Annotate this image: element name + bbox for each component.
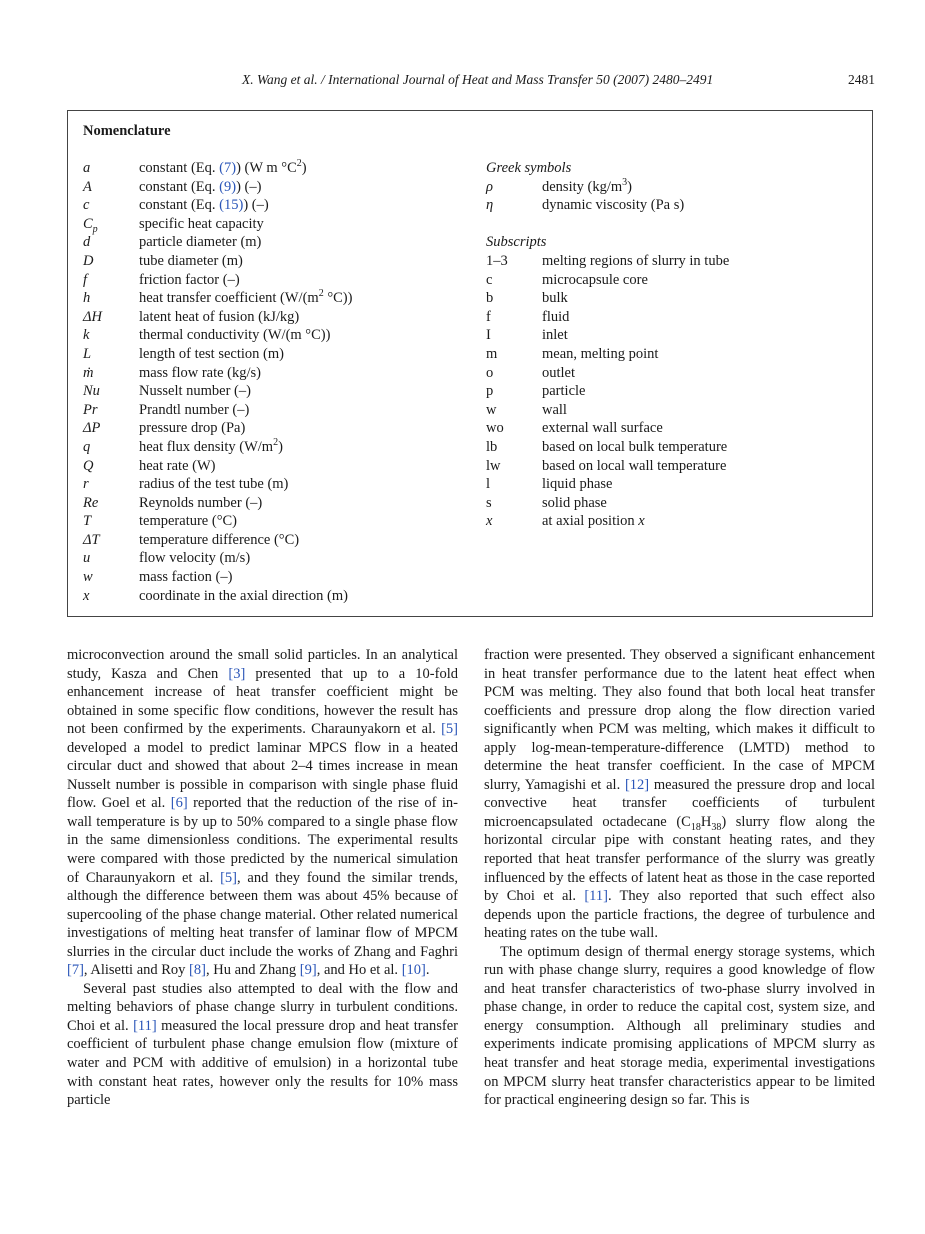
description-text: fluid — [542, 308, 570, 325]
nomenclature-row — [83, 233, 463, 252]
symbol-description — [542, 457, 726, 476]
symbol: f — [83, 271, 88, 288]
citation-link[interactable]: [5] — [220, 869, 237, 886]
description-text: specific heat capacity — [139, 215, 264, 232]
nomenclature-row — [83, 382, 463, 401]
symbol: wo — [486, 420, 504, 437]
description-text: ) (–) — [243, 197, 269, 214]
symbol: D — [83, 252, 94, 269]
nomenclature-row — [486, 289, 866, 308]
unit-superscript: 2 — [296, 158, 302, 170]
description-text: dynamic viscosity (Pa s) — [542, 197, 685, 214]
symbol: I — [486, 327, 491, 344]
description-text: solid phase — [542, 494, 607, 511]
nomenclature-row — [83, 457, 463, 476]
symbol: 1–3 — [486, 252, 508, 269]
symbol-description — [542, 196, 684, 215]
description-text: particle diameter (m) — [139, 234, 262, 251]
nomenclature-row — [83, 475, 463, 494]
citation-link[interactable]: [11] — [133, 1017, 157, 1034]
nomenclature-row — [486, 401, 866, 420]
symbol-description — [139, 419, 245, 438]
nomenclature-row — [83, 271, 463, 290]
symbol: Nu — [83, 383, 100, 400]
symbol: c — [486, 271, 493, 288]
description-text: constant (Eq. — [139, 178, 220, 195]
citation-link[interactable]: [12] — [624, 776, 650, 793]
description-text: °C)) — [323, 290, 353, 307]
description-text: length of test section (m) — [139, 345, 284, 362]
symbol: r — [83, 476, 89, 493]
symbol-description — [542, 289, 568, 308]
body-paragraph — [67, 980, 458, 1110]
symbol-description — [542, 364, 575, 383]
symbol-description — [542, 475, 612, 494]
equation-link[interactable]: (7) — [219, 160, 237, 176]
body-column-right — [484, 646, 875, 1110]
description-text: external wall surface — [542, 420, 663, 437]
symbol-description — [542, 382, 585, 401]
nomenclature-right-column — [486, 159, 866, 531]
description-text: ) (W m °C — [236, 160, 297, 176]
symbol-description — [542, 271, 648, 290]
nomenclature-row — [83, 438, 463, 457]
body-column-left — [67, 646, 458, 1110]
body-text: ) slurry flow along the horizontal circular pipe with constant heating rates, and they reported that heat transfer performance of the slurry was greatly influenced by the effects of latent heat as those in the case reported by Choi et al. — [484, 813, 875, 905]
symbol-description — [542, 512, 645, 531]
symbol: l — [486, 476, 491, 493]
nomenclature-box — [67, 110, 873, 617]
symbol: d — [83, 234, 91, 251]
description-text: ) — [627, 178, 632, 195]
description-text: radius of the test tube (m) — [139, 476, 289, 493]
symbol: m — [486, 345, 498, 362]
symbol-description — [542, 308, 569, 327]
description-text: coordinate in the axial direction (m) — [139, 587, 348, 604]
nomenclature-row — [486, 178, 866, 197]
citation-link[interactable]: [7] — [67, 962, 84, 979]
description-text: x — [638, 513, 645, 530]
description-text: outlet — [542, 364, 576, 381]
symbol: k — [83, 327, 90, 344]
description-text: mass flow rate (kg/s) — [139, 364, 262, 381]
nomenclature-row — [83, 587, 463, 606]
citation-link[interactable]: [11] — [584, 888, 608, 905]
symbol-description — [542, 401, 567, 420]
symbol: Q — [83, 457, 94, 474]
nomenclature-row — [83, 364, 463, 383]
body-text: measured the pressure drop and local convective heat transfer coefficients of turbulent microencapsulated octadecane (C — [484, 776, 876, 830]
symbol: T — [83, 513, 92, 530]
nomenclature-title: Nomenclature — [83, 123, 171, 139]
nomenclature-row — [486, 512, 866, 531]
body-text: Several past studies also attempted to deal with the flow and melting behaviors of phase change slurry in turbulent conditions. Choi et al. — [67, 980, 458, 1034]
symbol: A — [83, 178, 92, 195]
description-text: Nusselt number (–) — [139, 383, 251, 400]
body-text: , and Ho et al. — [316, 962, 402, 979]
description-text: inlet — [542, 327, 568, 344]
description-text: mean, melting point — [542, 345, 659, 362]
symbol-description — [139, 215, 264, 234]
nomenclature-row — [486, 252, 866, 271]
nomenclature-row — [83, 512, 463, 531]
nomenclature-row — [83, 289, 463, 308]
description-text: temperature difference (°C) — [139, 531, 300, 548]
symbol-description — [139, 512, 237, 531]
symbol-description — [139, 549, 250, 568]
citation-link[interactable]: [10] — [401, 962, 426, 979]
body-text: H — [700, 813, 712, 830]
symbol: x — [83, 587, 90, 604]
nomenclature-row — [486, 364, 866, 383]
symbol: w — [486, 401, 497, 418]
nomenclature-row — [486, 345, 866, 364]
description-text: melting regions of slurry in tube — [542, 252, 730, 269]
symbol-description — [139, 326, 330, 345]
symbol: w — [83, 569, 93, 586]
description-text: flow velocity (m/s) — [139, 550, 251, 567]
nomenclature-row — [83, 159, 463, 178]
description-text: at axial position — [542, 513, 639, 530]
description-text: density (kg/m — [542, 178, 623, 195]
symbol: p — [486, 383, 494, 400]
symbol: ṁ — [83, 364, 94, 381]
symbol: u — [83, 550, 91, 567]
symbol-description — [139, 457, 215, 476]
citation-link[interactable]: [9] — [299, 962, 317, 979]
journal-citation: X. Wang et al. / International Journal of Heat and Mass Transfer 50 (2007) 2480–2491 — [242, 72, 714, 87]
symbol-description — [139, 531, 299, 550]
greek-symbols-heading: Greek symbols — [486, 160, 572, 176]
symbol: c — [83, 197, 90, 214]
nomenclature-row — [486, 494, 866, 513]
subscripts-list — [486, 252, 866, 531]
citation-link[interactable]: [8] — [189, 962, 206, 979]
symbol-description — [139, 308, 299, 327]
nomenclature-row — [83, 196, 463, 215]
body-text: fraction were presented. They observed a significant enhancement in heat transfer performance due to the latent heat effect when PCM was melting. They also found that both local heat transfer coefficients and pressure drop along the flow direction varied significantly when PCM was melting, which makes it difficult to apply log-mean-temperature-difference (LMTD) method to determine the heat transfer coefficient. In the case of MPCM slurry, Yamagishi et al. — [484, 647, 875, 793]
description-text: thermal conductivity (W/(m °C)) — [139, 327, 331, 344]
description-text: friction factor (–) — [139, 271, 240, 288]
description-text: wall — [542, 401, 567, 418]
symbol: s — [486, 494, 492, 511]
body-text: , Alisetti and Roy — [83, 962, 190, 979]
running-header — [67, 72, 875, 92]
body-text: presented that up to a 10-fold enhancement increase of heat transfer coefficient might be obtained in some specific flow conditions, however the result has not been confirmed by the experiments. Charaunyakorn et al. — [67, 665, 458, 738]
symbol-description — [542, 345, 658, 364]
symbol: ρ — [486, 178, 493, 195]
description-text: ) — [301, 160, 307, 176]
chemical-subscript: 18 — [690, 821, 701, 833]
description-text: temperature (°C) — [139, 513, 237, 530]
body-text: microconvection around the small solid particles. In an analytical study, Kasza and Chen — [67, 647, 458, 682]
nomenclature-row — [83, 549, 463, 568]
symbol-description — [139, 568, 232, 587]
body-paragraph — [484, 943, 875, 1110]
unit-superscript: 2 — [318, 288, 324, 300]
symbol: η — [486, 197, 494, 214]
description-text: mass faction (–) — [139, 569, 233, 586]
symbol-description — [139, 252, 243, 271]
description-text: bulk — [542, 290, 568, 307]
symbol: f — [486, 308, 491, 325]
description-text: pressure drop (Pa) — [139, 420, 246, 437]
nomenclature-left-column — [83, 159, 463, 605]
body-text: reported that the reduction of the rise of in-wall temperature is by up to 50% compared to a single phase flow in the same dimensionless conditions. The experimental results were compared with those predicted by the numerical simulation of Charaunyakorn et al. — [67, 795, 458, 886]
symbol-description — [139, 494, 262, 513]
description-text: liquid phase — [542, 476, 613, 493]
symbol-description — [139, 178, 261, 197]
unit-superscript: 2 — [273, 437, 279, 449]
symbol: a — [83, 160, 91, 176]
symbol: ΔP — [83, 420, 101, 437]
symbol-description — [542, 178, 632, 197]
nomenclature-row — [83, 345, 463, 364]
body-text: , and they found the similar trends, although the difference between them was about 45% because of supercooling of the phase change material. Other related numerical investigations of melting heat transfer of laminar flow of MPCM slurries in the circular duct include the works of Zhang and Faghri — [67, 869, 458, 960]
symbol: lw — [486, 457, 501, 474]
symbol: Pr — [83, 401, 98, 418]
symbol-description — [139, 401, 249, 420]
symbol: $C_p$ — [83, 215, 98, 235]
symbol-description — [139, 233, 261, 252]
symbol: Re — [83, 494, 99, 511]
nomenclature-row — [486, 475, 866, 494]
nomenclature-row — [486, 326, 866, 345]
nomenclature-row — [83, 326, 463, 345]
symbol-description — [139, 159, 307, 178]
nomenclature-row — [83, 494, 463, 513]
nomenclature-row — [83, 419, 463, 438]
symbol: ΔH — [83, 308, 102, 325]
unit-superscript: 3 — [622, 176, 628, 188]
description-text: latent heat of fusion (kJ/kg) — [139, 308, 300, 325]
symbol-description — [542, 419, 663, 438]
symbol-description — [542, 326, 568, 345]
symbol-description — [139, 438, 283, 457]
equation-link[interactable]: (15) — [219, 197, 244, 214]
symbol: o — [486, 364, 494, 381]
body-text: developed a model to predict laminar MPCS flow in a heated circular duct and showed that about 2–4 times increase in mean Nusselt number is possible in comparison with single phase fluid flow. Goel et al. — [67, 739, 458, 812]
nomenclature-row — [486, 308, 866, 327]
description-text: heat rate (W) — [139, 457, 216, 474]
description-text: based on local wall temperature — [542, 457, 727, 474]
nomenclature-row — [486, 196, 866, 215]
symbol-description — [542, 252, 729, 271]
nomenclature-row — [486, 382, 866, 401]
nomenclature-row — [486, 419, 866, 438]
symbol-description — [542, 438, 727, 457]
description-text: Reynolds number (–) — [139, 494, 263, 511]
nomenclature-row — [486, 438, 866, 457]
symbol-description — [139, 382, 251, 401]
body-paragraph — [484, 646, 875, 943]
body-text: measured the local pressure drop and heat transfer coefficient of turbulent phase change emulsion flow (mixture of water and PCM with additive of emulsion) in a horizontal tube with constant heat rates, however only the results for 10% mass particle — [67, 1017, 458, 1109]
nomenclature-row — [83, 568, 463, 587]
description-text: based on local bulk temperature — [542, 438, 728, 455]
symbol-subscript: p — [92, 223, 98, 235]
description-text: heat flux density (W/m — [139, 438, 274, 455]
nomenclature-row — [83, 178, 463, 197]
description-text: tube diameter (m) — [139, 252, 243, 269]
symbol-description — [139, 271, 240, 290]
nomenclature-row — [486, 457, 866, 476]
nomenclature-row — [83, 401, 463, 420]
citation-link[interactable]: [6] — [170, 795, 188, 812]
body-paragraph — [67, 646, 458, 980]
description-text: ) (–) — [236, 178, 262, 195]
page-number: 2481 — [848, 72, 875, 87]
symbol-description — [139, 196, 269, 215]
body-text: The optimum design of thermal energy storage systems, which run with phase change slurry, requires a good knowledge of flow and heat transfer characteristics of two-phase slurry involved in phase change, in order to reduce the capital cost, system size, and energy consumption. Although all preliminary studies and experiments indicate promising applications of MPCM slurry as heat transfer and heat storage media, experimental investigations on MPCM slurry heat transfer characteristics appear to be limited for practical engineering design so far. This is — [484, 943, 875, 1109]
body-text: . — [425, 962, 430, 979]
greek-symbols-list — [486, 178, 866, 215]
symbol: x — [486, 513, 493, 530]
body-text: , Hu and Zhang — [205, 962, 300, 979]
description-text: constant (Eq. — [139, 197, 220, 214]
chemical-subscript: 38 — [711, 821, 722, 833]
nomenclature-row — [83, 215, 463, 234]
citation-link[interactable]: [5] — [441, 721, 458, 738]
equation-link[interactable]: (9) — [219, 178, 237, 195]
symbol-description — [139, 289, 352, 308]
description-text: heat transfer coefficient (W/(m — [139, 290, 319, 307]
description-text: ) — [278, 438, 283, 455]
symbol-description — [542, 494, 607, 513]
symbol-description — [139, 587, 348, 606]
symbol-description — [139, 345, 284, 364]
nomenclature-row — [83, 308, 463, 327]
symbol: b — [486, 290, 494, 307]
symbol: lb — [486, 438, 498, 455]
subscripts-heading: Subscripts — [486, 234, 547, 251]
symbol-description — [139, 364, 261, 383]
body-text: . They also reported that such effect also depends upon the particle fractions, the degree of turbulence and heating rates on the tube wall. — [484, 888, 875, 942]
nomenclature-row — [83, 531, 463, 550]
symbol: h — [83, 290, 91, 307]
description-text: Prandtl number (–) — [139, 401, 250, 418]
description-text: particle — [542, 383, 586, 400]
nomenclature-row — [486, 271, 866, 290]
symbol: q — [83, 438, 91, 455]
citation-link[interactable]: [3] — [228, 665, 246, 682]
symbol: ΔT — [83, 531, 100, 548]
symbol: L — [83, 345, 92, 362]
description-text: constant (Eq. — [139, 160, 220, 176]
nomenclature-row — [83, 252, 463, 271]
symbol-description — [139, 475, 288, 494]
description-text: microcapsule core — [542, 271, 648, 288]
